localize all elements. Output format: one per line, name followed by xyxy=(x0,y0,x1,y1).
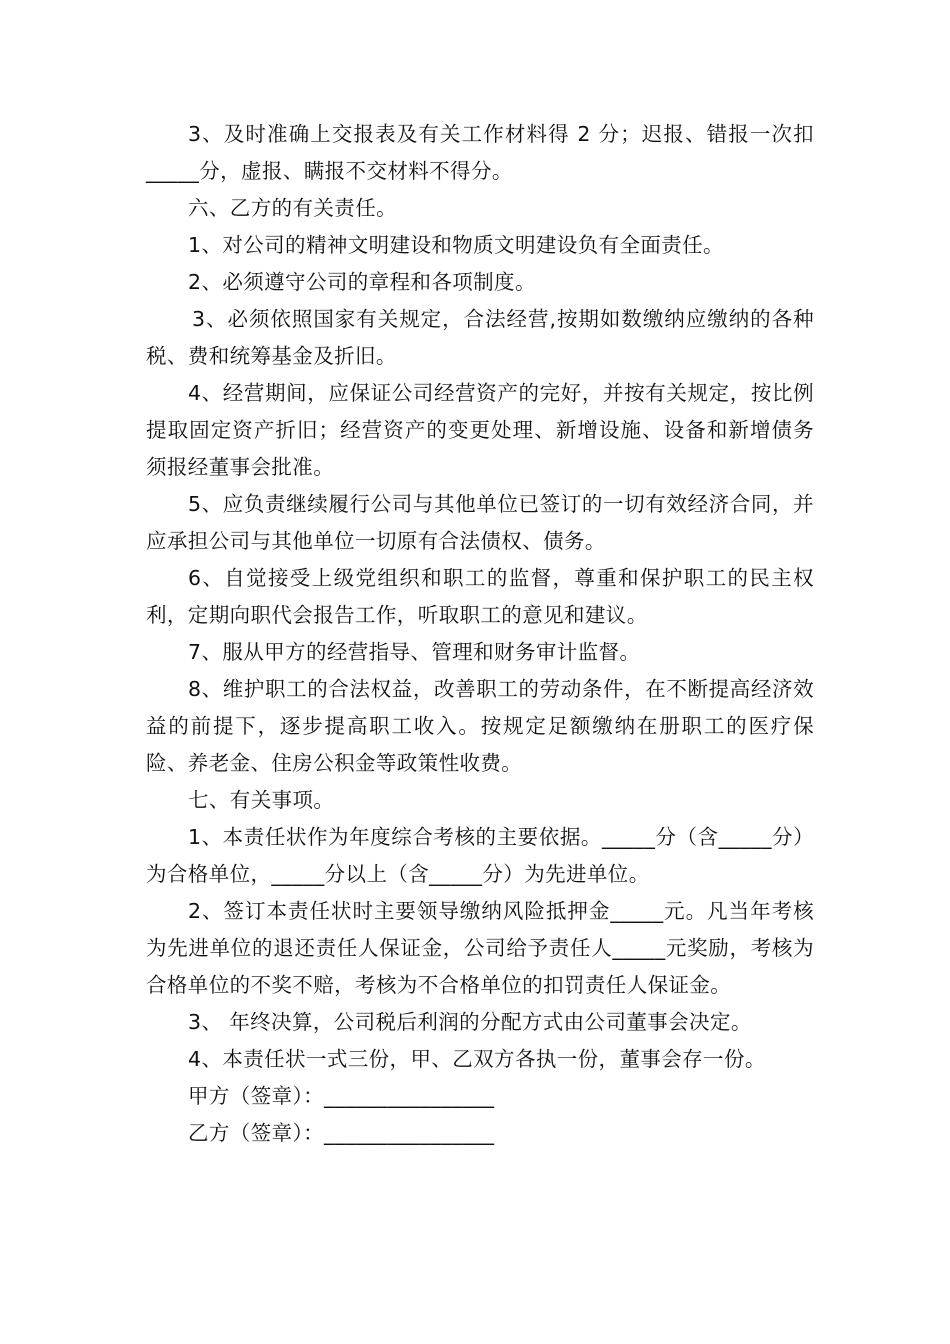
section-6-item-8: 8、维护职工的合法权益，改善职工的劳动条件，在不断提高经济效益的前提下，逐步提高职工收入。按规定足额缴纳在册职工的医疗保险、养老金、住房公积金等政策性收费。 xyxy=(146,677,814,775)
section-7-item-3: 3、 年终决算，公司税后利润的分配方式由公司董事会决定。 xyxy=(188,1010,752,1034)
section-7-heading: 七、有关事项。 xyxy=(188,788,335,812)
section-6-item-3: 3、必须依照国家有关规定，合法经营,按期如数缴纳应缴纳的各种税、费和统筹基金及折旧。 xyxy=(146,307,814,368)
section-7-item-1: 1、本责任状作为年度综合考核的主要依据。_____分（含_____分）为合格单位，_____分以上（含_____分）为先进单位。 xyxy=(146,825,814,886)
section-6-item-5: 5、应负责继续履行公司与其他单位已签订的一切有效经济合同，并应承担公司与其他单位一切原有合法债权、债务。 xyxy=(146,492,814,553)
section-6-item-4: 4、经营期间，应保证公司经营资产的完好，并按有关规定，按比例提取固定资产折旧；经营资产的变更处理、新增设施、设备和新增债务须报经董事会批准。 xyxy=(146,381,814,479)
party-a-signature-line: 甲方（签章）：________________ xyxy=(188,1084,495,1108)
section-6-heading: 六、乙方的有关责任。 xyxy=(188,196,397,220)
section-6-item-6: 6、自觉接受上级党组织和职工的监督，尊重和保护职工的民主权利，定期向职代会报告工作，听取职工的意见和建议。 xyxy=(146,566,814,627)
section-7-item-2: 2、签订本责任状时主要领导缴纳风险抵押金_____元。凡当年考核为先进单位的退还责任人保证金，公司给予责任人_____元奖励，考核为合格单位的不奖不赔，考核为不合格单位的扣罚责任人保证金。 xyxy=(146,899,814,997)
document-body xyxy=(146,116,814,1152)
section-6-item-1: 1、对公司的精神文明建设和物质文明建设负有全面责任。 xyxy=(188,233,724,257)
section-7-item-4: 4、本责任状一式三份，甲、乙双方各执一份，董事会存一份。 xyxy=(188,1047,766,1071)
section-6-item-2: 2、必须遵守公司的章程和各项制度。 xyxy=(188,270,536,294)
item-3-reporting: 3、及时准确上交报表及有关工作材料得 2 分；迟报、错报一次扣_____分，虚报、瞒报不交材料不得分。 xyxy=(146,122,814,183)
section-6-item-7: 7、服从甲方的经营指导、管理和财务审计监督。 xyxy=(188,640,641,664)
party-b-signature-line: 乙方（签章）：________________ xyxy=(188,1121,495,1145)
